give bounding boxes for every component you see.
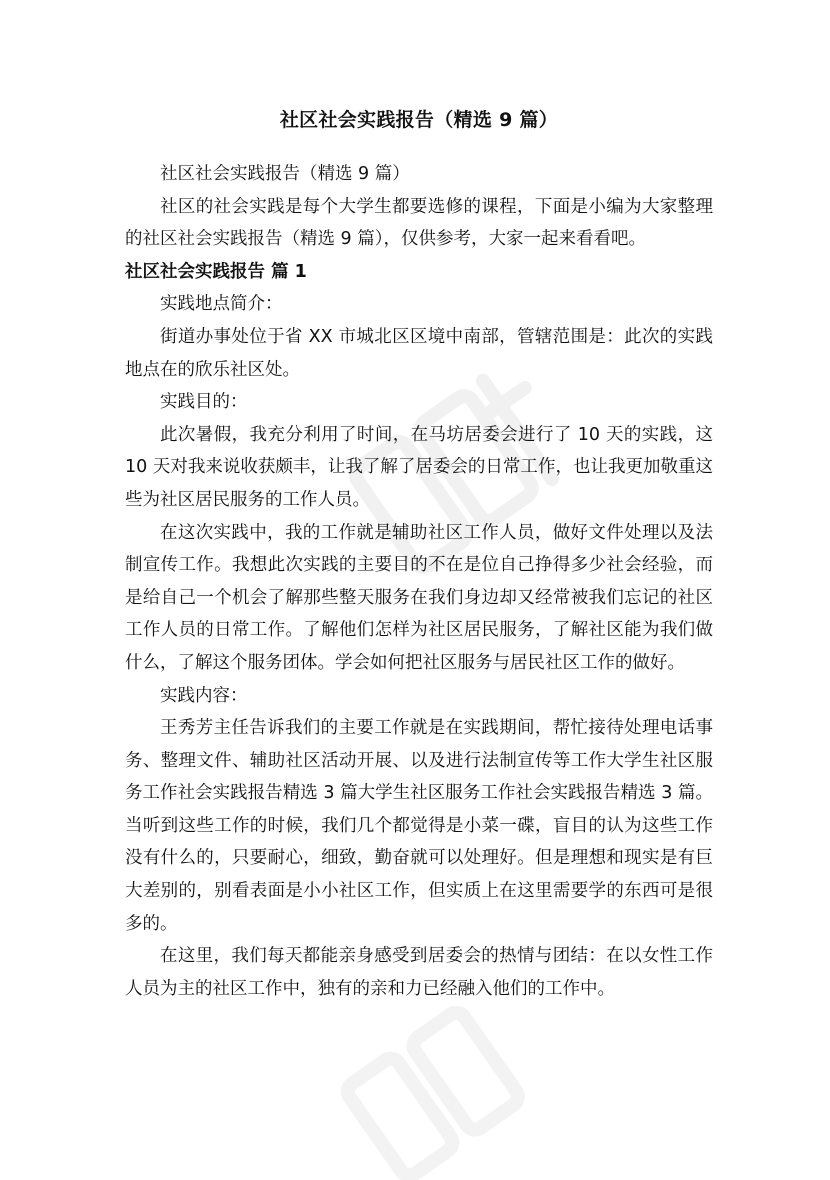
paragraph: 在这次实践中，我的工作就是辅助社区工作人员，做好文件处理以及法制宣传工作。我想此次实践的主要目的不在是位自己挣得多少社会经验，而是给自己一个机会了解那些整天服务在我们身边却又经常被我们忘记的社区工作人员的日常工作。了解他们怎样为社区居民服务，了解社区能为我们做什么，了解这个服务团体。学会如何把社区服务与居民社区工作的做好。: [125, 522, 713, 673]
paragraph-list: [125, 158, 713, 1005]
paragraph: 社区的社会实践是每个大学生都要选修的课程，下面是小编为大家整理的社区社会实践报告（精选 9 篇），仅供参考，大家一起来看看吧。: [125, 196, 713, 250]
section-heading: 社区社会实践报告 篇 1: [125, 261, 307, 282]
paragraph: 实践内容：: [160, 685, 248, 706]
watermark-logo-icon: [300, 1000, 560, 1180]
paragraph: 王秀芳主任告诉我们的主要工作就是在实践期间，帮忙接待处理电话事务、整理文件、辅助社区活动开展、以及进行法制宣传等工作大学生社区服务工作社会实践报告精选 3 篇大学生社区服务工作社会实践报告精选 3 篇。当听到这些工作的时候，我们几个都觉得是小菜一碟，盲目的认为这些工作没有什么的，只要耐心，细致，勤奋就可以处理好。但是理想和现实是有巨大差别的，别看表面是小小社区工作，但实质上在这里需要学的东西可是很多的。: [125, 718, 713, 934]
document-title: 社区社会实践报告（精选 9 篇）: [279, 109, 559, 131]
paragraph: 在这里，我们每天都能亲身感受到居委会的热情与团结：在以女性工作人员为主的社区工作中，独有的亲和力已经融入他们的工作中。: [125, 946, 713, 999]
paragraph: 实践地点简介：: [160, 294, 283, 315]
paragraph: 街道办事处位于省 XX 市城北区区境中南部，管辖范围是：此次的实践地点在的欣乐社区处。: [125, 326, 713, 380]
paragraph: 社区社会实践报告（精选 9 篇）: [160, 164, 410, 184]
paragraph: 实践目的：: [160, 392, 248, 413]
paragraph: 此次暑假，我充分利用了时间，在马坊居委会进行了 10 天的实践，这 10 天对我来说收获颇丰，让我了解了居委会的日常工作，也让我更加敬重这些为社区居民服务的工作人员。: [125, 424, 713, 510]
document-body: [125, 104, 713, 1005]
